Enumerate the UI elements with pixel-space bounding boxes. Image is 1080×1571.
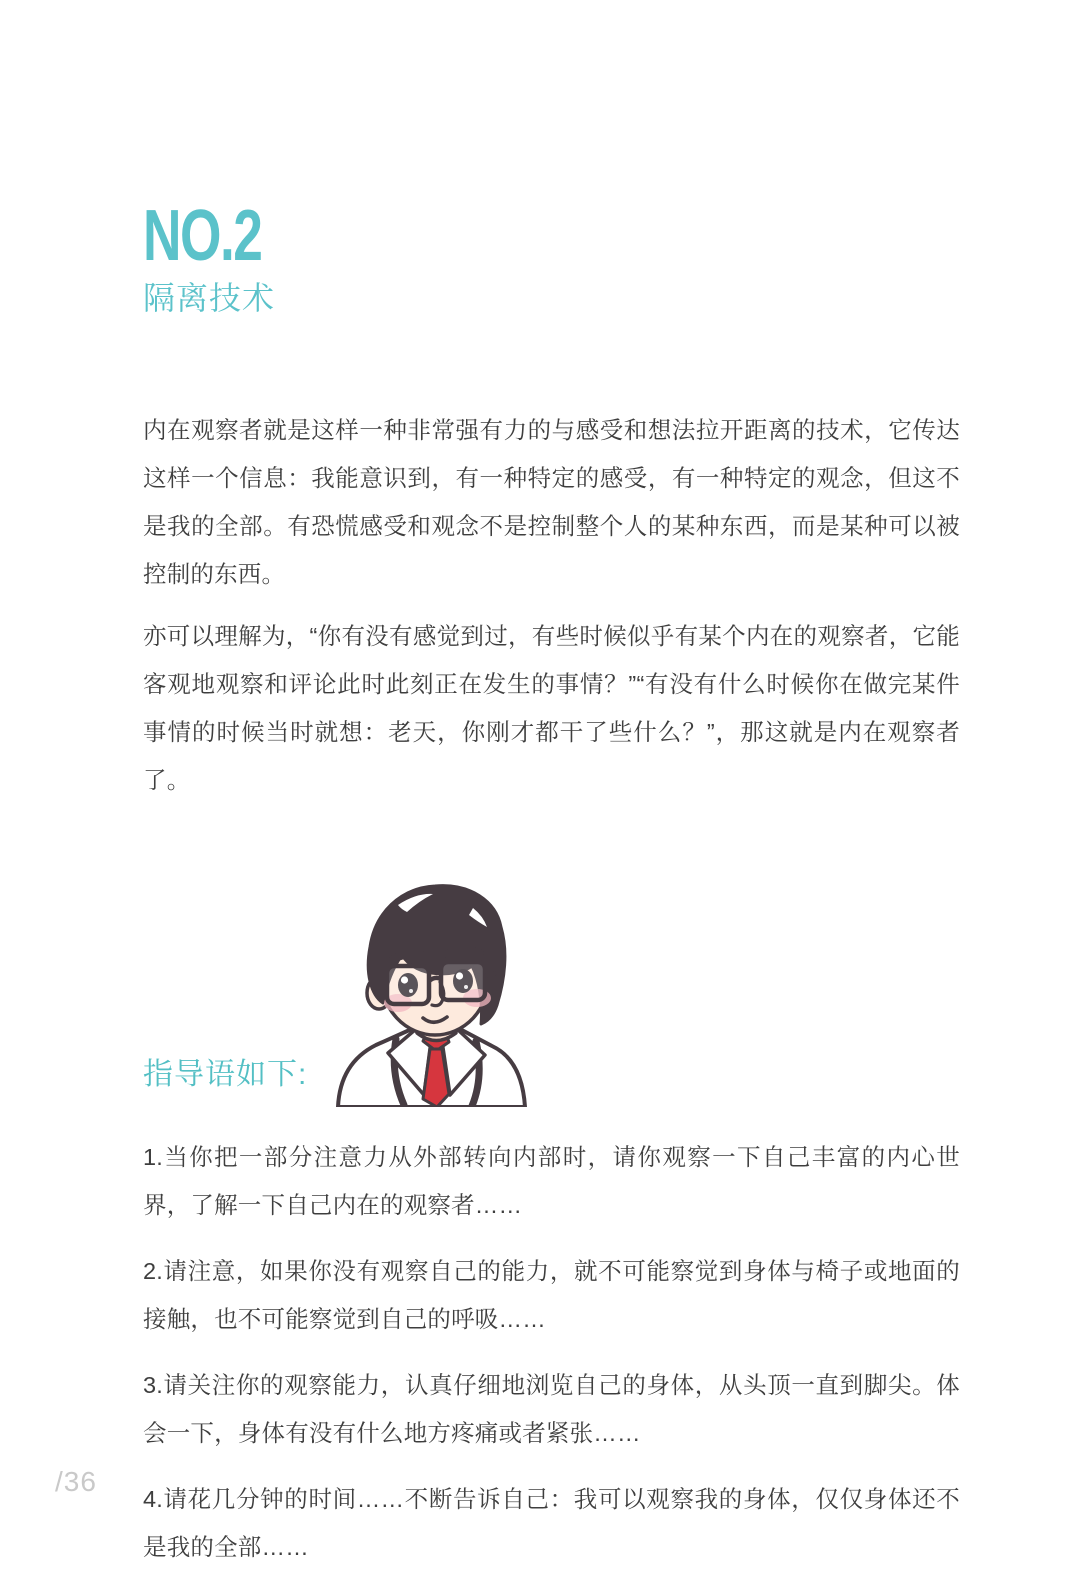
guide-step-1: 1.当你把一部分注意力从外部转向内部时，请你观察一下自己丰富的内心世界，了解一下自己内在的观察者…… (143, 1144, 960, 1218)
doctor-tie (423, 1031, 449, 1107)
guide-step-3: 3.请关注你的观察能力，认真仔细地浏览自己的身体，从头顶一直到脚尖。体会一下，身体有没有什么地方疼痛或者紧张…… (143, 1372, 960, 1446)
guide-step-4: 4.请花几分钟的时间……不断告诉自己：我可以观察我的身体，仅仅身体还不是我的全部…… (143, 1486, 960, 1560)
page-number: /36 (55, 1466, 97, 1497)
doctor-eyebrow-left (393, 954, 425, 959)
section-header (143, 196, 960, 318)
guide-steps (143, 1133, 960, 1571)
doctor-eyebrow-right (447, 950, 480, 954)
section-number: NO.2 (143, 196, 262, 276)
intro-paragraph-1: 内在观察者就是这样一种非常强有力的与感受和想法拉开距离的技术，它传达这样一个信息：我能意识到，有一种特定的感受，有一种特定的观念，但这不是我的全部。有恐慌感受和观念不是控制整个人的某种东西，而是某种可以被控制的东西。 (143, 417, 960, 587)
guide-step-2: 2.请注意，如果你没有观察自己的能力，就不可能察觉到身体与椅子或地面的接触，也不可能察觉到自己的呼吸…… (143, 1258, 960, 1332)
guide-section-header (143, 881, 960, 1107)
guide-label: 指导语如下: (143, 1058, 308, 1091)
doctor-cartoon-illustration (330, 881, 530, 1107)
section-title: 隔离技术 (143, 280, 276, 316)
intro-paragraph-2: 亦可以理解为，“你有没有感觉到过，有些时候似乎有某个内在的观察者，它能客观地观察和评论此时此刻正在发生的事情？”“有没有什么时候你在做完某件事情的时候当时就想：老天，你刚才都干了些什么？”，那这就是内在观察者了。 (143, 623, 960, 793)
